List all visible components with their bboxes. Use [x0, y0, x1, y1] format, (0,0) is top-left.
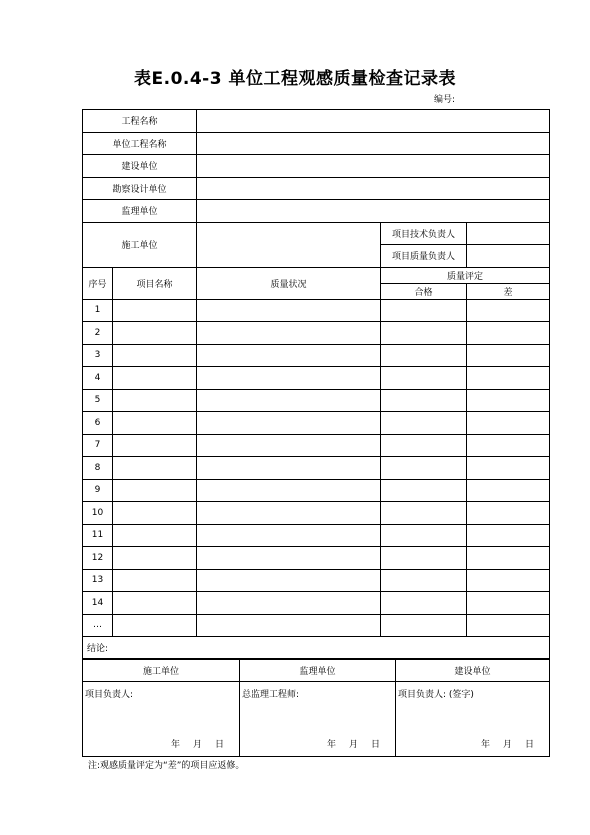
pass-cell[interactable]: [381, 502, 467, 525]
item-name-header: 项目名称: [113, 267, 197, 299]
signer-label: 项目负责人:: [85, 690, 134, 700]
fail-cell[interactable]: [467, 389, 550, 412]
item-name-cell[interactable]: [113, 344, 197, 367]
table-row: [83, 592, 550, 615]
table-row: [83, 344, 550, 367]
row-number: 5: [83, 389, 113, 412]
item-name-cell[interactable]: [113, 592, 197, 615]
item-name-cell[interactable]: [113, 479, 197, 502]
info-label: 单位工程名称: [83, 132, 197, 155]
info-label: 勘察设计单位: [83, 177, 197, 200]
item-name-cell[interactable]: [113, 502, 197, 525]
table-row: [83, 569, 550, 592]
info-row: [83, 110, 550, 133]
table-row: [83, 299, 550, 322]
item-name-cell[interactable]: [113, 367, 197, 390]
serial-number-label: 编号:: [434, 95, 456, 105]
sign-cell-construction[interactable]: [83, 682, 240, 757]
table-row: [83, 389, 550, 412]
quality-status-cell[interactable]: [197, 322, 381, 345]
table-row: [83, 524, 550, 547]
seq-header: 序号: [83, 267, 113, 299]
quality-status-cell[interactable]: [197, 412, 381, 435]
quality-status-cell[interactable]: [197, 614, 381, 637]
item-name-cell[interactable]: [113, 299, 197, 322]
quality-status-cell[interactable]: [197, 592, 381, 615]
quality-status-cell[interactable]: [197, 547, 381, 570]
quality-leader-value[interactable]: [467, 245, 550, 268]
fail-cell[interactable]: [467, 412, 550, 435]
info-label: 监理单位: [83, 200, 197, 223]
info-row: [83, 177, 550, 200]
item-name-cell[interactable]: [113, 614, 197, 637]
form-title: 表E.0.4-3 单位工程观感质量检查记录表: [134, 69, 456, 89]
sign-header-construction: 施工单位: [83, 659, 240, 682]
fail-cell[interactable]: [467, 592, 550, 615]
row-number: 14: [83, 592, 113, 615]
info-label: 工程名称: [83, 110, 197, 133]
row-number: 6: [83, 412, 113, 435]
tech-leader-label: 项目技术负责人: [381, 222, 467, 245]
quality-status-header: 质量状况: [197, 267, 381, 299]
quality-status-cell[interactable]: [197, 502, 381, 525]
fail-cell[interactable]: [467, 524, 550, 547]
row-number: 11: [83, 524, 113, 547]
info-row: [83, 155, 550, 178]
quality-status-cell[interactable]: [197, 524, 381, 547]
quality-status-cell[interactable]: [197, 479, 381, 502]
sign-date: 年 月 日: [170, 740, 225, 750]
pass-cell[interactable]: [381, 344, 467, 367]
pass-cell[interactable]: [381, 412, 467, 435]
sign-date: 年 月 日: [480, 740, 535, 750]
table-row: [83, 367, 550, 390]
info-label: 建设单位: [83, 155, 197, 178]
pass-cell[interactable]: [381, 367, 467, 390]
pass-cell[interactable]: [381, 299, 467, 322]
info-value[interactable]: [197, 177, 550, 200]
info-row: [83, 132, 550, 155]
table-row: [83, 434, 550, 457]
row-number: 1: [83, 299, 113, 322]
item-name-cell[interactable]: [113, 569, 197, 592]
table-row: [83, 502, 550, 525]
row-number: 3: [83, 344, 113, 367]
fail-cell[interactable]: [467, 299, 550, 322]
fail-header: 差: [467, 283, 550, 299]
footnote: 注:观感质量评定为“差”的项目应返修。: [88, 761, 245, 771]
table-row: [83, 614, 550, 637]
sign-header-owner: 建设单位: [396, 659, 550, 682]
row-number: 12: [83, 547, 113, 570]
row-number: 13: [83, 569, 113, 592]
fail-cell[interactable]: [467, 502, 550, 525]
item-name-cell[interactable]: [113, 524, 197, 547]
item-name-cell[interactable]: [113, 322, 197, 345]
row-number: 4: [83, 367, 113, 390]
quality-status-cell[interactable]: [197, 569, 381, 592]
fail-cell[interactable]: [467, 322, 550, 345]
quality-eval-header: 质量评定: [381, 267, 550, 283]
fail-cell[interactable]: [467, 547, 550, 570]
info-value[interactable]: [197, 155, 550, 178]
pass-cell[interactable]: [381, 547, 467, 570]
sign-date: 年 月 日: [326, 740, 381, 750]
sign-cell-owner[interactable]: [396, 682, 550, 757]
quality-status-cell[interactable]: [197, 367, 381, 390]
pass-cell[interactable]: [381, 614, 467, 637]
pass-cell[interactable]: [381, 322, 467, 345]
table-row: [83, 547, 550, 570]
info-value[interactable]: [197, 200, 550, 223]
item-name-cell[interactable]: [113, 547, 197, 570]
conclusion-label: 结论:: [83, 637, 550, 660]
pass-cell[interactable]: [381, 592, 467, 615]
tech-leader-value[interactable]: [467, 222, 550, 245]
sign-cell-supervision[interactable]: [240, 682, 396, 757]
row-number: 10: [83, 502, 113, 525]
row-number: 2: [83, 322, 113, 345]
pass-cell[interactable]: [381, 524, 467, 547]
signature-table: [82, 658, 550, 757]
info-row: [83, 200, 550, 223]
info-value[interactable]: [197, 132, 550, 155]
row-number: …: [83, 614, 113, 637]
fail-cell[interactable]: [467, 457, 550, 480]
item-name-cell[interactable]: [113, 412, 197, 435]
row-number: 9: [83, 479, 113, 502]
construction-unit-label: 施工单位: [83, 222, 197, 267]
sign-header-supervision: 监理单位: [240, 659, 396, 682]
pass-cell[interactable]: [381, 457, 467, 480]
quality-status-cell[interactable]: [197, 299, 381, 322]
fail-cell[interactable]: [467, 434, 550, 457]
pass-cell[interactable]: [381, 569, 467, 592]
info-value[interactable]: [197, 110, 550, 133]
quality-status-cell[interactable]: [197, 389, 381, 412]
construction-unit-value[interactable]: [197, 222, 381, 267]
signer-label: 项目负责人: (签字): [398, 690, 474, 700]
row-number: 8: [83, 457, 113, 480]
table-row: [83, 322, 550, 345]
item-name-cell[interactable]: [113, 389, 197, 412]
table-row: [83, 479, 550, 502]
quality-status-cell[interactable]: [197, 434, 381, 457]
table-row: [83, 412, 550, 435]
item-name-cell[interactable]: [113, 457, 197, 480]
pass-header: 合格: [381, 283, 467, 299]
item-name-cell[interactable]: [113, 434, 197, 457]
fail-cell[interactable]: [467, 479, 550, 502]
signer-label: 总监理工程师:: [242, 690, 300, 700]
fail-cell[interactable]: [467, 614, 550, 637]
row-number: 7: [83, 434, 113, 457]
quality-status-cell[interactable]: [197, 457, 381, 480]
pass-cell[interactable]: [381, 434, 467, 457]
fail-cell[interactable]: [467, 367, 550, 390]
pass-cell[interactable]: [381, 389, 467, 412]
pass-cell[interactable]: [381, 479, 467, 502]
fail-cell[interactable]: [467, 344, 550, 367]
fail-cell[interactable]: [467, 569, 550, 592]
table-row: [83, 457, 550, 480]
inspection-table: [82, 109, 550, 660]
quality-status-cell[interactable]: [197, 344, 381, 367]
quality-leader-label: 项目质量负责人: [381, 245, 467, 268]
